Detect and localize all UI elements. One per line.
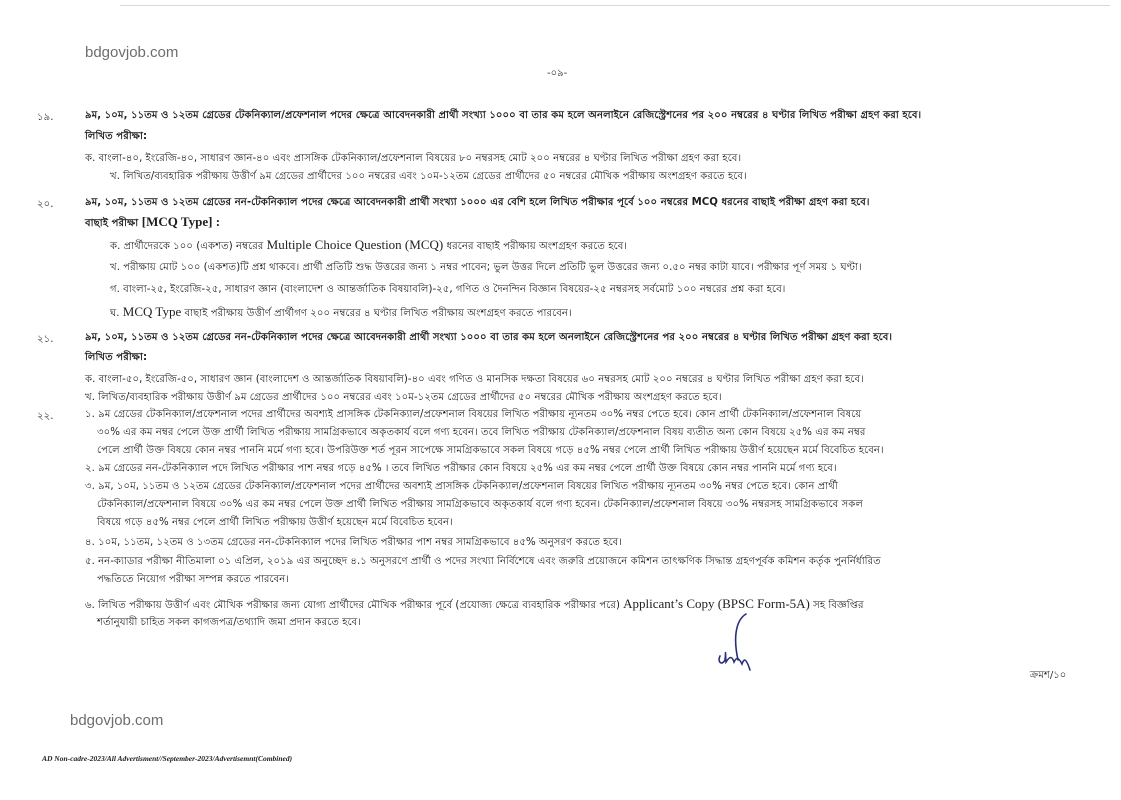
section-22-number: ২২. <box>37 411 54 422</box>
item-text: ধরনের বাছাই পরীক্ষায় অংশগ্রহণ করতে হবে। <box>443 241 628 252</box>
section-20-heading: ৯ম, ১০ম, ১১তম ও ১২তম গ্রেডের নন-টেকনিক্যাল পদের ক্ষেত্রে আবেদনকারী প্রার্থী সংখ্যা ১০০০ এর বেশি হলে লিখিত পরীক্ষার পূর্বে ১০০ নম্বরের MCQ ধরনের বাছাই পরীক্ষা গ্রহণ করা হবে। <box>85 197 870 208</box>
page-number: -০৯- <box>547 68 568 79</box>
section-21-item-kha: খ. লিখিত/ব্যবহারিক পরীক্ষায় উত্তীর্ণ ৯ম গ্রেডের প্রার্থীদের ১০০ নম্বরের এবং ১০ম-১২তম গ্রেডের প্রার্থীদের ৫০ নম্বরের মৌখিক পরীক্ষায় অংশগ্রহণ করতে হবে। <box>85 392 722 403</box>
item-text: ঘ. <box>110 308 123 319</box>
watermark-bottom: bdgovjob.com <box>70 712 164 729</box>
section-22-line-7: বিষয়ে গড়ে ৪৫% নম্বর পেলে প্রার্থী লিখিত পরীক্ষায় উত্তীর্ণ হয়েছেন মর্মে বিবেচিত হবেন। <box>97 517 453 528</box>
item-text-en: MCQ Type <box>122 304 182 319</box>
section-21-heading: ৯ম, ১০ম, ১১তম ও ১২তম গ্রেডের নন-টেকনিক্যাল পদের ক্ষেত্রে আবেদনকারী প্রার্থী সংখ্যা ১০০০ বা তার কম হলে অনলাইনে রেজিস্ট্রেশনের পর ২০০ নম্বরের ৪ ঘণ্টার লিখিত পরীক্ষা গ্রহণ করা হবে। <box>85 332 893 343</box>
section-20-subheading-bn: বাছাই পরীক্ষা <box>85 218 139 229</box>
item-text-en: Applicant’s Copy (BPSC Form-5A) <box>623 596 810 611</box>
section-21-subheading: লিখিত পরীক্ষা: <box>85 352 148 363</box>
item-text: ৬. লিখিত পরীক্ষায় উত্তীর্ণ এবং মৌখিক পরীক্ষার জন্য যোগ্য প্রার্থীদের মৌখিক পরীক্ষার পূর্বে (প্রযোজ্য ক্ষেত্রে ব্যবহারিক পরীক্ষার পরে) <box>85 600 624 611</box>
section-22-line-5: ৩. ৯ম, ১০ম, ১১তম ও ১২তম গ্রেডের টেকনিক্যাল/প্রফেশনাল পদের প্রার্থীদের অবশ্যই প্রাসঙ্গিক টেকনিক্যাল/প্রফেশনাল বিষয়ের লিখিত পরীক্ষায় ন্যূনতম ৩০% নম্বর পেতে হবে। কোন প্রার্থী <box>85 481 838 492</box>
section-22-item-6 <box>85 597 864 613</box>
section-19-item-kha: খ. লিখিত/ব্যবহারিক পরীক্ষায় উত্তীর্ণ ৯ম গ্রেডের প্রার্থীদের ১০০ নম্বরের এবং ১০ম-১২তম গ্রেডের প্রার্থীদের ৫০ নম্বরের মৌখিক পরীক্ষায় অংশগ্রহণ করতে হবে। <box>110 171 747 182</box>
section-21-number: ২১. <box>37 334 54 345</box>
section-20-item-ga: গ. বাংলা-২৫, ইংরেজি-২৫, সাধারণ জ্ঞান (বাংলাদেশ ও আন্তর্জাতিক বিষয়াবলি)-২৫, গণিত ও দৈনন্দিন বিজ্ঞান বিষয়ের-২৫ নম্বরসহ সর্বমোট ১০০ নম্বরের প্রশ্ন করা হবে। <box>110 284 786 295</box>
section-22-line-6: টেকনিক্যাল/প্রফেশনাল বিষয়ে ৩০% এর কম নম্বর পেলে উক্ত প্রার্থী লিখিত পরীক্ষায় সামগ্রিকভাবে অকৃতকার্য বলে গণ্য হবেন। টেকনিক্যাল/প্রফেশনাল বিষয়ে ৩০% নম্বরসহ সামগ্রিকভাবে সকল <box>97 499 864 510</box>
section-20-item-ka <box>110 238 627 254</box>
section-20-item-gha <box>110 305 572 321</box>
section-19-item-ka: ক. বাংলা-৪০, ইংরেজি-৪০, সাধারণ জ্ঞান-৪০ এবং প্রাসঙ্গিক টেকনিক্যাল/প্রফেশনাল বিষয়ের ৮০ নম্বরসহ মোট ২০০ নম্বরের ৪ ঘণ্টার লিখিত পরীক্ষা গ্রহণ করা হবে। <box>85 153 742 164</box>
item-text: বাছাই পরীক্ষায় উত্তীর্ণ প্রার্থীগণ ২০০ নম্বরের ৪ ঘণ্টার লিখিত পরীক্ষায় অংশগ্রহণ করতে পারবেন। <box>181 308 572 319</box>
section-20-subheading <box>85 215 220 231</box>
footer-path: AD Non-cadre-2023/All Advertisment//September-2023/Advertisemnt(Combined) <box>42 754 293 763</box>
section-21-item-ka: ক. বাংলা-৫০, ইংরেজি-৫০, সাধারণ জ্ঞান (বাংলাদেশ ও আন্তর্জাতিক বিষয়াবলি)-৪০ এবং গণিত ও মানসিক দক্ষতা বিষয়ের ৬০ নম্বরসহ মোট ২০০ নম্বরের ৪ ঘণ্টার লিখিত পরীক্ষা গ্রহণ করা হবে। <box>85 374 864 385</box>
section-22-line-9: ৫. নন-ক্যাডার পরীক্ষা নীতিমালা ০১ এপ্রিল, ২০১৯ এর অনুচ্ছেদ ৪.১ অনুসরণে প্রার্থী ও পদের সংখ্যা নির্বিশেষে এবং জরুরি প্রয়োজনে কমিশন তাৎক্ষণিক সিদ্ধান্ত গ্রহণপূর্বক কমিশন কর্তৃক পুনর্নির্ধারিত <box>85 556 881 567</box>
signature <box>716 612 766 678</box>
section-22-line-1: ১. ৯ম গ্রেডের টেকনিক্যাল/প্রফেশনাল পদের প্রার্থীদের অবশ্যই প্রাসঙ্গিক টেকনিক্যাল/প্রফেশনাল বিষয়ের লিখিত পরীক্ষায় ন্যূনতম ৩০% নম্বর পেতে হবে। কোন প্রার্থী টেকনিক্যাল/প্রফেশনাল বিষয়ে <box>85 409 862 420</box>
section-20-number: ২০. <box>37 199 54 210</box>
section-22-line-2: ৩০% এর কম নম্বর পেলে উক্ত প্রার্থী লিখিত পরীক্ষায় সামগ্রিকভাবে অকৃতকার্য বলে গণ্য হবেন। তবে লিখিত পরীক্ষায় টেকনিক্যাল/প্রফেশনাল বিষয় ব্যতীত অন্য কোন বিষয়ে ২৫% এর কম নম্বর <box>97 427 866 438</box>
section-20-subheading-en: [MCQ Type] : <box>141 214 221 229</box>
section-22-line-10: পদ্ধতিতে নিয়োগ পরীক্ষা সম্পন্ন করতে পারবেন। <box>97 574 290 585</box>
watermark-top: bdgovjob.com <box>85 44 179 61</box>
item-text: ক. প্রার্থীদেরকে ১০০ (একশত) নম্বরের <box>110 241 267 252</box>
section-22-line-3: পেলে প্রার্থী উক্ত বিষয়ে কোন নম্বর পাননি মর্মে গণ্য হবে। উপরিউক্ত শর্ত পূরন সাপেক্ষে সামগ্রিকভাবে সকল বিষয়ে গড়ে ৪৫% নম্বর পেলে প্রার্থী লিখিত পরীক্ষায় উত্তীর্ণ হয়েছেন মর্মে বিবেচিত হবেন। <box>97 445 884 456</box>
item-text: সহ বিজ্ঞপ্তির <box>809 600 864 611</box>
top-rule <box>120 5 1110 6</box>
section-22-line-8: ৪. ১০ম, ১১তম, ১২তম ও ১৩তম গ্রেডের নন-টেকনিক্যাল পদের লিখিত পরীক্ষার পাশ নম্বর সামগ্রিকভাবে ৪৫% অনুসরণ করতে হবে। <box>85 537 622 548</box>
section-20-item-kha: খ. পরীক্ষায় মোট ১০০ (একশত)টি প্রশ্ন থাকবে। প্রার্থী প্রতিটি শুদ্ধ উত্তরের জন্য ১ নম্বর পাবেন; ভুল উত্তর দিলে প্রতিটি ভুল উত্তরের জন্য ০.৫০ নম্বর কাটা যাবে। পরীক্ষার পূর্ণ সময় ১ ঘণ্টা। <box>110 262 862 273</box>
section-19-heading: ৯ম, ১০ম, ১১তম ও ১২তম গ্রেডের টেকনিক্যাল/প্রফেশনাল পদের ক্ষেত্রে আবেদনকারী প্রার্থী সংখ্যা ১০০০ বা তার কম হলে অনলাইনে রেজিস্ট্রেশনের পর ২০০ নম্বরের ৪ ঘণ্টার লিখিত পরীক্ষা গ্রহণ করা হবে। <box>85 110 922 121</box>
section-22-line-4: ২. ৯ম গ্রেডের নন-টেকনিক্যাল পদে লিখিত পরীক্ষার পাশ নম্বর গড়ে ৪৫% । তবে লিখিত পরীক্ষার কোন বিষয়ে ২৫% এর কম নম্বর পেলে প্রার্থী উক্ত বিষয়ে কোন নম্বর পাননি মর্মে গণ্য হবে। <box>85 463 837 474</box>
continued-marker: ক্রমশ/১০ <box>1030 670 1067 681</box>
item-text-en: Multiple Choice Question (MCQ) <box>266 237 444 252</box>
section-19-number: ১৯. <box>37 112 54 123</box>
section-19-subheading: লিখিত পরীক্ষা: <box>85 131 148 142</box>
section-22-item-6-line-2: শর্তানুযায়ী চাহিত সকল কাগজপত্র/তথ্যাদি জমা প্রদান করতে হবে। <box>97 617 361 628</box>
